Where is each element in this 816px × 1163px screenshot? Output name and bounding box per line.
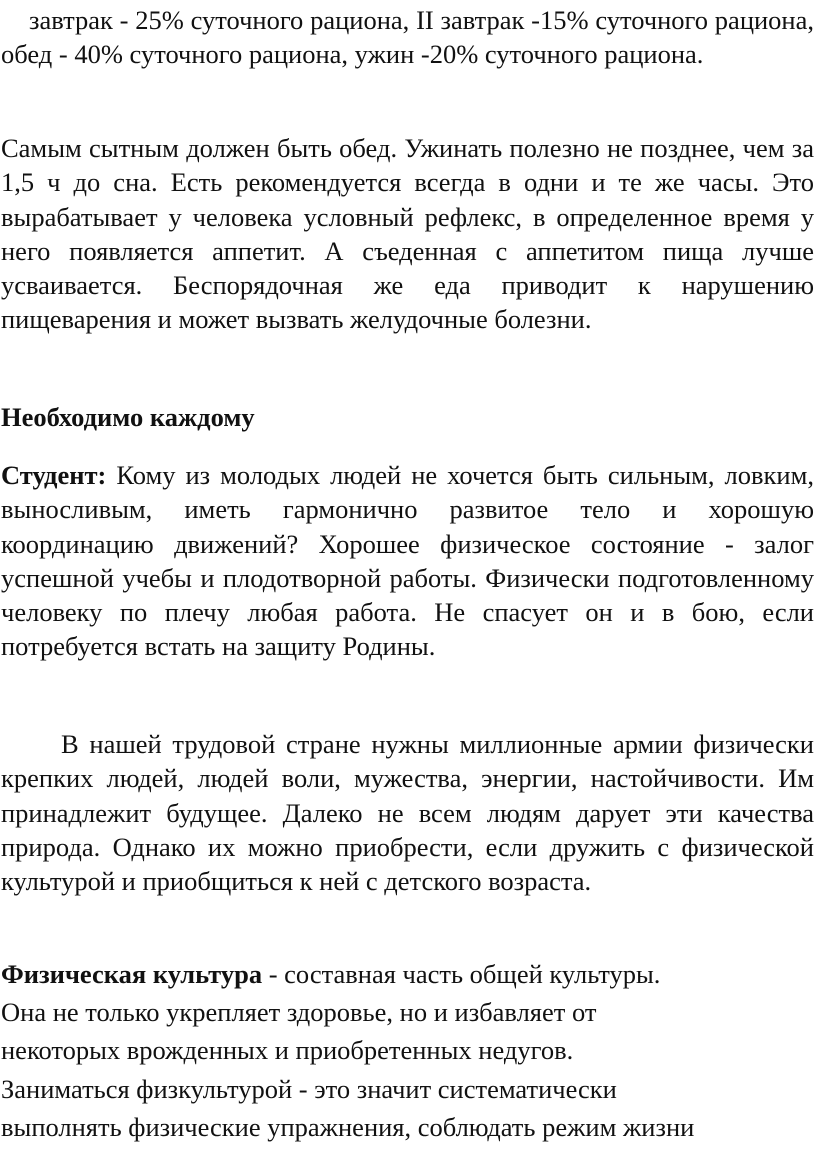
student-label: Студент: xyxy=(1,460,107,490)
paragraph-lunch-advice: Самым сытным должен быть обед. Ужинать полезно не позднее, чем за 1,5 ч до сна. Есть рекомендуется всегда в одни и те же часы. Это вырабатывает у человека условный рефлекс, в определенное время у него появляется аппетит. А съеденная с аппетитом пища лучше усваивается. Беспорядочная же еда приводит к нарушению пищеварения и может вызвать желудочные болезни. xyxy=(1,133,814,335)
culture-term: Физическая культура xyxy=(1,959,263,989)
paragraph-student xyxy=(1,458,814,664)
culture-line: некоторых врожденных и приобретенных недугов. xyxy=(1,1035,574,1066)
paragraph-meal-distribution: завтрак - 25% суточного рациона, II завтрак -15% суточного рациона, обед - 40% суточного рациона, ужин -20% суточного рациона. xyxy=(1,5,814,70)
culture-line: Она не только укрепляет здоровье, но и избавляет от xyxy=(1,997,597,1028)
paragraph-physical-culture xyxy=(1,955,814,1146)
paragraph-country: В нашей трудовой стране нужны миллионные армии физически крепких людей, людей воли, мужества, энергии, настойчивости. Им принадлежит будущее. Далеко не всем людям дарует эти качества природа. Однако их можно приобрести, если дружить с физической культурой и приобщиться к ней с детского возраста. xyxy=(1,729,814,897)
culture-line: Заниматься физкультурой - это значит систематически xyxy=(1,1073,617,1104)
culture-line-text: - составная часть общей культуры. xyxy=(262,959,661,989)
culture-line: выполнять физические упражнения, соблюдать режим жизни xyxy=(1,1111,695,1142)
culture-line xyxy=(1,955,814,993)
student-text: Кому из молодых людей не хочется быть сильным, ловким, выносливым, иметь гармонично развитое тело и хорошую координацию движений? Хорошее физическое состояние - залог успешной учебы и плодотворной работы. Физически подготовленному человеку по плечу любая работа. Не спасует он и в бою, если потребуется встать на защиту Родины. xyxy=(1,460,814,662)
section-heading: Необходимо каждому xyxy=(1,402,255,432)
